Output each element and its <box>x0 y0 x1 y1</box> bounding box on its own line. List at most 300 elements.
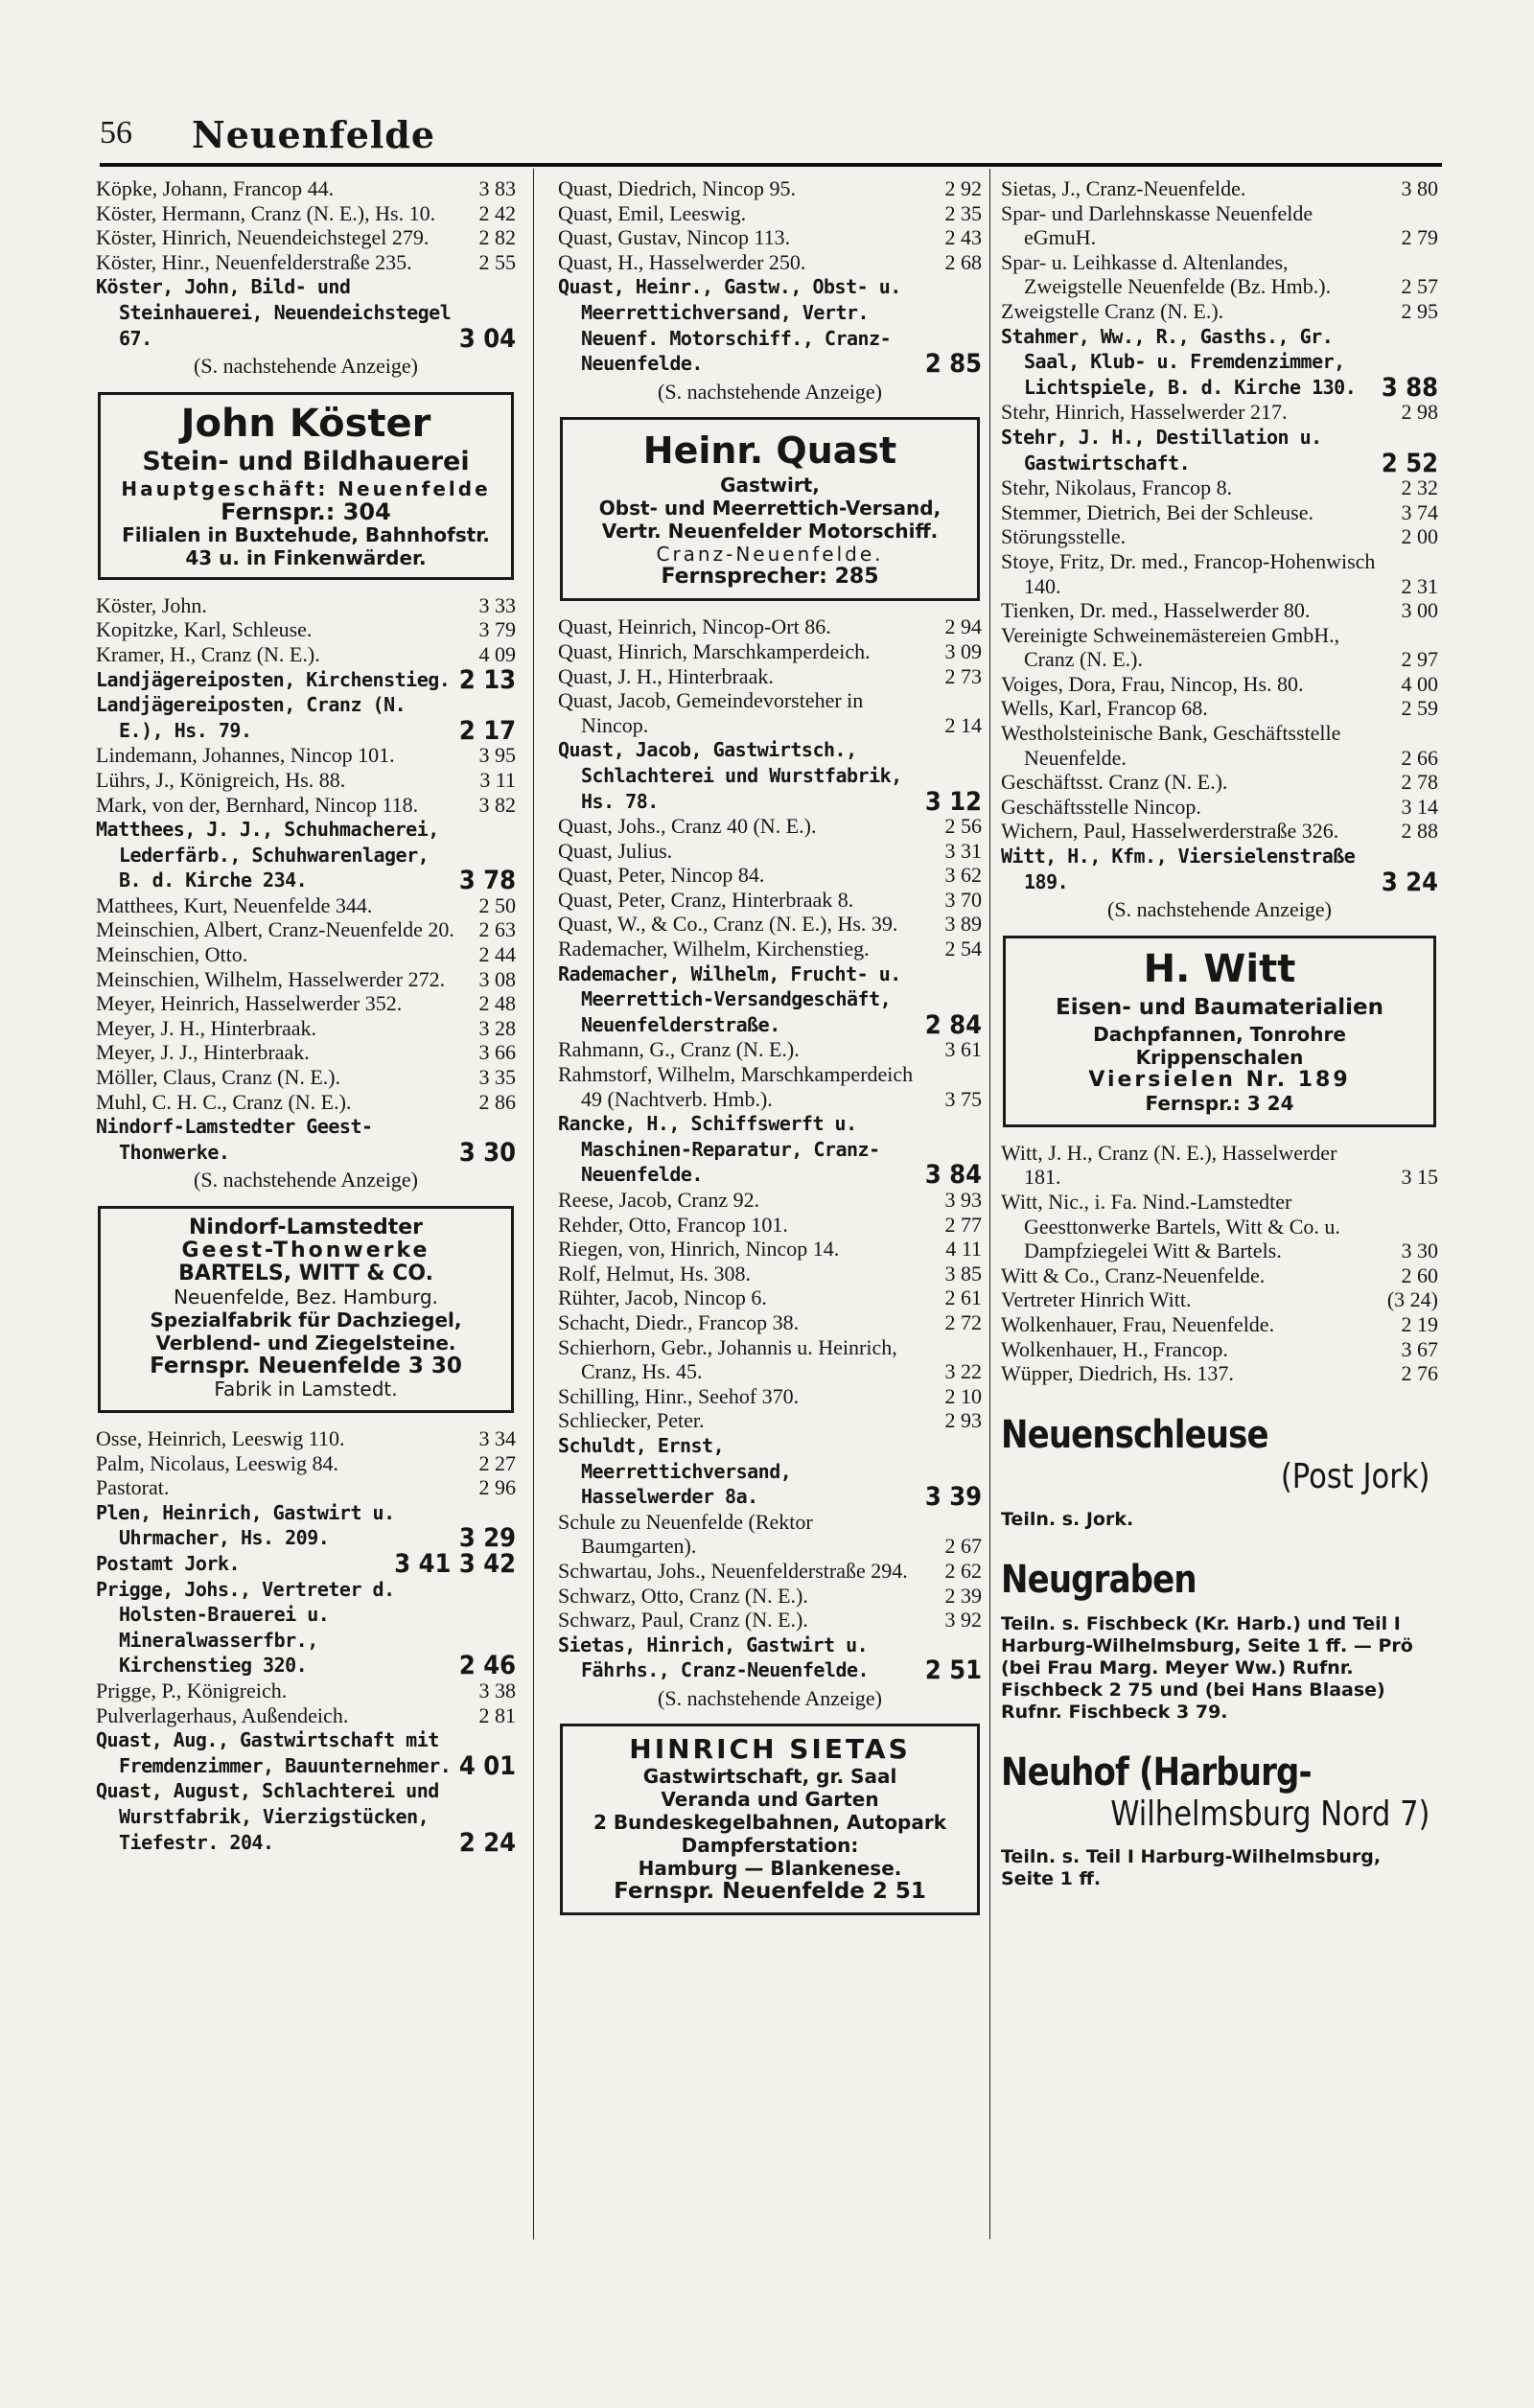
directory-entry <box>96 1090 516 1115</box>
entry-name: Zweigstelle Cranz (N. E.). <box>1001 298 1224 323</box>
entry-name: Pastorat. <box>96 1475 170 1500</box>
directory-entry <box>558 839 982 864</box>
section-heading-neuenschleuse: Neuenschleuse <box>1001 1412 1268 1457</box>
entry-phone-number: 4 01 <box>458 1750 516 1781</box>
entry-phone-number: 2 27 <box>478 1450 516 1475</box>
directory-entry <box>96 942 516 967</box>
advertisement-hinrich-sietas <box>560 1724 980 1915</box>
entry-list <box>96 176 516 354</box>
entry-name: Quast, Emil, Leeswig. <box>558 200 747 225</box>
directory-entry <box>96 1778 516 1858</box>
directory-entry <box>96 1727 516 1781</box>
directory-entry <box>1001 425 1438 478</box>
entry-name: Landjägereiposten, Kirchenstieg. <box>96 667 451 691</box>
entry-name: Nindorf-Lamstedter Geest-Thonwerke. <box>96 1115 373 1164</box>
entry-name: Sietas, J., Cranz-Neuenfelde. <box>1001 176 1246 200</box>
directory-entry <box>1001 1337 1438 1362</box>
directory-entry <box>558 1584 982 1609</box>
page-number: 56 <box>100 115 132 150</box>
directory-entry <box>96 1451 516 1476</box>
ad-reference: (S. nachstehende Anzeige) <box>658 1685 882 1710</box>
entry-phone-number: 3 00 <box>1401 598 1438 623</box>
entry-phone-number: 2 60 <box>1401 1262 1438 1287</box>
entry-phone-number: 3 34 <box>478 1426 516 1450</box>
entry-name: Köster, John. <box>96 592 207 617</box>
entry-phone-number: 2 54 <box>944 937 982 961</box>
column-divider-right <box>989 169 990 2239</box>
ad-line: Geest-Thonwerke <box>181 1239 430 1262</box>
entry-phone-number: 2 42 <box>478 200 516 225</box>
directory-entry <box>1001 250 1438 299</box>
advertisement-nindorf-lamstedter <box>98 1206 514 1413</box>
entry-phone-number: 2 32 <box>1401 475 1438 500</box>
entry-phone-number: 2 19 <box>1401 1311 1438 1336</box>
entry-phone-number: 3 83 <box>478 176 516 200</box>
directory-entry <box>96 1703 516 1728</box>
directory-entry <box>96 593 516 618</box>
entry-phone-number: 2 66 <box>1401 745 1438 770</box>
directory-entry <box>96 1065 516 1090</box>
entry-phone-number: 2 85 <box>924 349 982 380</box>
directory-entry <box>1001 696 1438 721</box>
directory-entry <box>558 201 982 226</box>
entry-phone-number: 2 62 <box>944 1558 982 1583</box>
ad-line: Obst- und Meerrettich-Versand, <box>598 497 941 521</box>
directory-entry <box>558 176 982 201</box>
entry-name: Quast, Diedrich, Nincop 95. <box>558 176 797 200</box>
entry-name: Schliecker, Peter. <box>558 1408 705 1433</box>
entry-phone-number: 2 17 <box>458 715 516 746</box>
ad-line: Gastwirtschaft, gr. Saal <box>642 1765 897 1789</box>
entry-list <box>558 614 982 1686</box>
entry-name: Quast, Hinrich, Marschkamperdeich. <box>558 638 871 663</box>
entry-phone-number: 3 66 <box>478 1040 516 1065</box>
directory-entry <box>1001 400 1438 425</box>
entry-name: Quast, Jacob, Gemeindevorsteher in Nincop. <box>558 688 864 737</box>
directory-entry <box>96 664 516 695</box>
directory-entry <box>96 617 516 642</box>
entry-phone-number: 3 38 <box>478 1678 516 1702</box>
entry-phone-number: 3 12 <box>924 786 982 817</box>
entry-phone-number: 2 92 <box>944 176 982 200</box>
directory-entry <box>558 1433 982 1513</box>
directory-entry <box>558 274 982 380</box>
column-1 <box>96 176 516 1858</box>
directory-entry <box>558 1111 982 1191</box>
advertisement-h-witt <box>1003 936 1436 1127</box>
entry-phone-number: (3 24) <box>1386 1287 1438 1312</box>
directory-entry <box>558 888 982 913</box>
entry-name: Muhl, C. H. C., Cranz (N. E.). <box>96 1089 352 1114</box>
entry-name: Rancke, H., Schiffswerft u. Maschinen-Reparatur, Cranz-Neuenfelde. <box>558 1112 880 1187</box>
entry-name: Schwartau, Johs., Neuenfelderstraße 294. <box>558 1558 908 1583</box>
ad-line: Hamburg — Blankenese. <box>638 1857 902 1881</box>
entry-phone-number: 3 93 <box>944 1188 982 1212</box>
entry-name: Stehr, Nikolaus, Francop 8. <box>1001 475 1233 500</box>
ad-line: Hauptgeschäft: Neuenfelde <box>121 476 491 500</box>
entry-name: Landjägereiposten, Cranz (N. E.), Hs. 79. <box>96 693 407 742</box>
directory-entry <box>1001 1361 1438 1386</box>
entry-phone-number: 2 14 <box>944 712 982 737</box>
directory-entry <box>558 614 982 639</box>
ad-phone: Fernspr.: 304 <box>221 498 391 525</box>
entry-name: Witt & Co., Cranz-Neuenfelde. <box>1001 1262 1266 1287</box>
entry-name: Witt, J. H., Cranz (N. E.), Hasselwerder 181. <box>1001 1140 1337 1190</box>
entry-name: Palm, Nicolaus, Leeswig 84. <box>96 1450 338 1475</box>
header-rule <box>100 163 1442 167</box>
directory-entry <box>558 1335 982 1384</box>
directory-entry <box>558 1237 982 1262</box>
ad-line: Filialen in Buxtehude, Bahnhofstr. 43 u. in Finkenwärder. <box>122 522 490 569</box>
entry-phone-number: 3 74 <box>1401 499 1438 524</box>
entry-phone-number: 3 33 <box>478 592 516 617</box>
entry-phone-number: 2 78 <box>1401 770 1438 795</box>
entry-name: Sietas, Hinrich, Gastwirt u. Fährhs., Cranz-Neuenfelde. <box>558 1632 870 1682</box>
entry-name: Meinschien, Albert, Cranz-Neuenfelde 20. <box>96 917 454 942</box>
entry-phone-number: 3 35 <box>478 1065 516 1090</box>
entry-phone-number: 3 89 <box>944 912 982 937</box>
entry-name: Schilling, Hinr., Seehof 370. <box>558 1383 800 1408</box>
entry-name: Meinschien, Otto. <box>96 942 248 967</box>
entry-phone-number: 4 09 <box>478 641 516 666</box>
entry-name: Rehder, Otto, Francop 101. <box>558 1212 788 1237</box>
entry-phone-number: 2 44 <box>478 942 516 967</box>
ad-phone: Fernspr. Neuenfelde 3 30 <box>150 1354 462 1378</box>
entry-name: Kramer, H., Cranz (N. E.). <box>96 641 320 666</box>
entry-list <box>96 593 516 1166</box>
entry-name: Köster, John, Bild- und Steinhauerei, Neuendeichstegel 67. <box>96 275 452 350</box>
directory-entry <box>1001 1263 1438 1288</box>
entry-name: Quast, Peter, Cranz, Hinterbraak 8. <box>558 887 854 912</box>
entry-name: Vereinigte Schweinemästereien GmbH., Cranz (N. E.). <box>1001 622 1340 672</box>
entry-phone-number: 2 97 <box>1401 647 1438 672</box>
directory-entry <box>558 250 982 275</box>
entry-name: Schwarz, Otto, Cranz (N. E.). <box>558 1583 808 1608</box>
directory-entry <box>1001 475 1438 500</box>
directory-entry <box>558 912 982 937</box>
section-heading-neuhof: Neuhof (Harburg- <box>1001 1749 1312 1794</box>
entry-phone-number: 2 81 <box>478 1702 516 1727</box>
entry-phone-number: 3 67 <box>1401 1336 1438 1361</box>
directory-entry <box>96 1114 516 1168</box>
entry-list <box>1001 1141 1438 1386</box>
entry-name: Stehr, Hinrich, Hasselwerder 217. <box>1001 400 1288 425</box>
directory-entry <box>96 1548 516 1579</box>
entry-phone-number: 2 57 <box>1401 274 1438 299</box>
ad-line: Dachpfannen, Tonrohre <box>1093 1022 1346 1046</box>
ad-line: Gastwirt, <box>720 474 820 498</box>
entry-name: Mark, von der, Bernhard, Nincop 118. <box>96 792 419 817</box>
entry-phone-number: 3 84 <box>924 1160 982 1191</box>
entry-name: Wolkenhauer, Frau, Neuenfelde. <box>1001 1311 1275 1336</box>
directory-entry <box>558 1408 982 1433</box>
entry-phone-number: 2 13 <box>458 664 516 695</box>
entry-phone-number: 2 50 <box>478 892 516 917</box>
entry-phone-number: 2 51 <box>924 1656 982 1686</box>
entry-phone-number: 2 68 <box>944 249 982 274</box>
entry-name: Köpke, Johann, Francop 44. <box>96 176 335 200</box>
entry-phone-number: 3 62 <box>944 863 982 888</box>
directory-entry <box>96 201 516 226</box>
directory-entry <box>96 225 516 250</box>
ad-line: Veranda und Garten <box>661 1788 879 1812</box>
ad-line: Spezialfabrik für Dachziegel, Verblend- und Ziegelsteine. <box>150 1308 462 1354</box>
directory-entry <box>96 768 516 793</box>
entry-name: Schierhorn, Gebr., Johannis u. Heinrich, Cranz, Hs. 45. <box>558 1334 897 1384</box>
entry-name: Geschäftsstelle Nincop. <box>1001 794 1201 819</box>
directory-entry <box>558 1188 982 1213</box>
ad-line: Nindorf-Lamstedter <box>189 1216 423 1239</box>
entry-name: Meyer, Heinrich, Hasselwerder 352. <box>96 991 403 1016</box>
entry-name: Spar- u. Leihkasse d. Altenlandes, Zweigstelle Neuenfelde (Bz. Hmb.). <box>1001 249 1332 299</box>
directory-entry <box>558 1559 982 1584</box>
section-text: Teiln. s. Fischbeck (Kr. Harb.) und Teil I Harburg-Wilhelmsburg, Seite 1 ff. — Prö (bei Frau Marg. Meyer Ww.) Rufnr. Fischbeck 2 75 und (bei Hans Blaase) Rufnr. Fischbeck 3 79. <box>1001 1612 1413 1723</box>
entry-name: Rahmann, G., Cranz (N. E.). <box>558 1037 800 1062</box>
entry-phone-number: 3 31 <box>944 838 982 863</box>
directory-entry <box>558 1384 982 1409</box>
entry-phone-number: 3 14 <box>1401 794 1438 819</box>
directory-entry <box>96 642 516 667</box>
entry-name: Quast, Peter, Nincop 84. <box>558 863 765 888</box>
directory-entry <box>558 1510 982 1559</box>
entry-name: Geschäftsst. Cranz (N. E.). <box>1001 770 1228 795</box>
entry-phone-number: 2 77 <box>944 1212 982 1237</box>
entry-name: Quast, Heinrich, Nincop-Ort 86. <box>558 614 831 639</box>
directory-entry <box>1001 795 1438 820</box>
directory-entry <box>1001 1190 1438 1263</box>
entry-name: Störungsstelle. <box>1001 524 1127 549</box>
entry-phone-number: 2 98 <box>1401 400 1438 425</box>
entry-name: Riegen, von, Hinrich, Nincop 14. <box>558 1237 840 1262</box>
entry-phone-number: 3 95 <box>478 743 516 768</box>
entry-name: Stahmer, Ww., R., Gasths., Gr. Saal, Klub- u. Fremdenzimmer, Lichtspiele, B. d. Kirche 130. <box>1001 324 1357 399</box>
ad-reference: (S. nachstehende Anzeige) <box>1107 897 1332 922</box>
entry-phone-number: 2 10 <box>944 1383 982 1408</box>
directory-entry <box>96 1679 516 1703</box>
directory-entry <box>558 1608 982 1632</box>
entry-phone-number: 3 11 <box>479 767 516 792</box>
entry-phone-number: 3 41 3 42 <box>394 1548 516 1579</box>
entry-phone-number: 3 15 <box>1401 1165 1438 1190</box>
entry-name: Meinschien, Wilhelm, Hasselwerder 272. <box>96 966 446 991</box>
entry-name: Tienken, Dr. med., Hasselwerder 80. <box>1001 598 1311 623</box>
entry-name: Schacht, Diedr., Francop 38. <box>558 1309 800 1334</box>
directory-entry <box>1001 524 1438 549</box>
ad-line: Krippenschalen <box>1135 1045 1304 1069</box>
directory-entry <box>96 1577 516 1679</box>
entry-phone-number: 2 59 <box>1401 696 1438 721</box>
ad-line: Cranz-Neuenfelde. <box>656 543 884 567</box>
entry-phone-number: 2 61 <box>944 1285 982 1310</box>
column-2 <box>558 176 982 1929</box>
section-text: Teiln. s. Jork. <box>1001 1508 1134 1530</box>
entry-list <box>558 176 982 380</box>
entry-phone-number: 2 86 <box>478 1089 516 1114</box>
entry-phone-number: 3 30 <box>1401 1239 1438 1263</box>
directory-entry <box>558 1632 982 1686</box>
directory-entry <box>96 1040 516 1065</box>
entry-phone-number: 2 96 <box>478 1475 516 1500</box>
directory-entry <box>96 893 516 918</box>
entry-list <box>1001 176 1438 897</box>
ad-reference: (S. nachstehende Anzeige) <box>194 354 418 379</box>
entry-name: Plen, Heinrich, Gastwirt u. Uhrmacher, Hs. 209. <box>96 1500 395 1550</box>
entry-name: Kopitzke, Karl, Schleuse. <box>96 617 313 642</box>
ad-phone: Fernspr.: 3 24 <box>1145 1091 1294 1115</box>
entry-name: Prigge, P., Königreich. <box>96 1678 288 1702</box>
entry-name: Rahmstorf, Wilhelm, Marschkamperdeich 49 (Nachtverb. Hmb.). <box>558 1062 914 1111</box>
page-title: Neuenfelde <box>192 113 436 156</box>
entry-name: Quast, August, Schlachterei und Wurstfabrik, Vierzigstücken, Tiefestr. 204. <box>96 1779 439 1854</box>
entry-name: Stoye, Fritz, Dr. med., Francop-Hohenwisch 140. <box>1001 548 1376 598</box>
entry-name: Witt, Nic., i. Fa. Nind.-Lamstedter Geesttonwerke Bartels, Witt & Co. u. Dampfziegelei Witt & Bartels. <box>1001 1190 1340 1263</box>
ad-subheadline: Stein- und Bildhauerei <box>142 446 470 476</box>
entry-phone-number: 2 93 <box>944 1408 982 1433</box>
entry-phone-number: 2 00 <box>1401 524 1438 549</box>
section-heading-neugraben: Neugraben <box>1001 1557 1197 1602</box>
entry-name: Quast, Johs., Cranz 40 (N. E.). <box>558 814 817 839</box>
entry-name: Wichern, Paul, Hasselwerderstraße 326. <box>1001 819 1339 844</box>
ad-phone: Fernsprecher: 285 <box>661 565 879 590</box>
directory-entry <box>1001 1141 1438 1190</box>
entry-phone-number: 2 79 <box>1401 225 1438 250</box>
directory-entry <box>96 1016 516 1041</box>
entry-name: Schuldt, Ernst, Meerrettichversand, Hasselwerder 8a. <box>558 1433 792 1509</box>
column-3 <box>1001 176 1438 1890</box>
ad-line: Vertr. Neuenfelder Motorschiff. <box>601 520 939 544</box>
ad-phone: Fernspr. Neuenfelde 2 51 <box>614 1879 926 1905</box>
entry-name: Voiges, Dora, Frau, Nincop, Hs. 80. <box>1001 671 1304 696</box>
entry-name: Lührs, J., Königreich, Hs. 88. <box>96 767 346 792</box>
directory-entry <box>96 967 516 992</box>
directory-entry <box>1001 500 1438 525</box>
directory-entry <box>558 225 982 250</box>
entry-phone-number: 2 31 <box>1401 573 1438 598</box>
ad-headline: HINRICH SIETAS <box>629 1733 911 1766</box>
directory-entry <box>96 692 516 746</box>
entry-phone-number: 2 95 <box>1401 298 1438 323</box>
entry-phone-number: 3 92 <box>944 1608 982 1632</box>
directory-entry <box>1001 299 1438 324</box>
directory-entry <box>96 274 516 354</box>
entry-phone-number: 2 84 <box>924 1009 982 1040</box>
entry-phone-number: 2 52 <box>1381 448 1438 478</box>
directory-entry <box>1001 549 1438 598</box>
section-subheading: Wilhelmsburg Nord 7) <box>1110 1794 1430 1834</box>
entry-phone-number: 2 94 <box>944 614 982 639</box>
ad-reference: (S. nachstehende Anzeige) <box>658 379 882 404</box>
entry-phone-number: 2 43 <box>944 225 982 250</box>
directory-entry <box>1001 721 1438 770</box>
entry-phone-number: 2 56 <box>944 814 982 839</box>
directory-entry <box>1001 672 1438 697</box>
entry-phone-number: 3 29 <box>458 1523 516 1554</box>
entry-name: Köster, Hinrich, Neuendeichstegel 279. <box>96 225 430 250</box>
entry-phone-number: 4 11 <box>945 1237 982 1262</box>
entry-name: Rademacher, Wilhelm, Frucht- u. Meerrettich-Versandgeschäft, Neuenfelderstraße. <box>558 961 901 1036</box>
entry-name: Schwarz, Paul, Cranz (N. E.). <box>558 1608 808 1632</box>
entry-name: Quast, Julius. <box>558 838 673 863</box>
directory-entry <box>1001 770 1438 795</box>
entry-name: Matthees, Kurt, Neuenfelde 344. <box>96 892 373 917</box>
entry-phone-number: 3 75 <box>944 1086 982 1111</box>
entry-name: Witt, H., Kfm., Viersielenstraße 189. <box>1001 845 1356 893</box>
entry-name: Köster, Hinr., Neuenfelderstraße 235. <box>96 249 412 274</box>
section-text: Teiln. s. Teil I Harburg-Wilhelmsburg, Seite 1 ff. <box>1001 1845 1382 1889</box>
directory-entry <box>558 737 982 817</box>
entry-phone-number: 3 28 <box>478 1015 516 1040</box>
ad-line: BARTELS, WITT & CO. <box>178 1262 433 1285</box>
directory-entry <box>1001 324 1438 401</box>
directory-entry <box>558 1062 982 1111</box>
entry-phone-number: 3 39 <box>924 1482 982 1513</box>
entry-name: Rühter, Jacob, Nincop 6. <box>558 1285 767 1310</box>
entry-list <box>96 1426 516 1858</box>
directory-entry <box>1001 598 1438 623</box>
directory-entry <box>1001 844 1438 897</box>
entry-phone-number: 3 24 <box>1381 867 1438 897</box>
entry-name: Lindemann, Johannes, Nincop 101. <box>96 743 395 768</box>
entry-name: Pulverlagerhaus, Außendeich. <box>96 1702 349 1727</box>
directory-entry <box>558 664 982 689</box>
advertisement-john-koester <box>98 392 514 580</box>
directory-entry <box>96 817 516 896</box>
entry-phone-number: 2 73 <box>944 663 982 688</box>
directory-entry <box>96 1426 516 1451</box>
entry-phone-number: 2 76 <box>1401 1361 1438 1386</box>
directory-entry <box>558 814 982 839</box>
entry-name: Spar- und Darlehnskasse Neuenfelde eGmuH. <box>1001 200 1313 250</box>
entry-phone-number: 2 46 <box>458 1651 516 1681</box>
ad-headline: John Köster <box>180 401 431 446</box>
entry-phone-number: 3 09 <box>944 638 982 663</box>
entry-phone-number: 2 82 <box>478 225 516 250</box>
directory-entry <box>558 1262 982 1286</box>
ad-line: 2 Bundeskegelbahnen, Autopark <box>593 1811 947 1835</box>
entry-phone-number: 2 48 <box>478 991 516 1016</box>
directory-entry <box>96 1500 516 1554</box>
entry-phone-number: 2 24 <box>458 1827 516 1858</box>
entry-name: Köster, Hermann, Cranz (N. E.), Hs. 10. <box>96 200 436 225</box>
directory-entry <box>1001 176 1438 201</box>
directory-entry <box>96 176 516 201</box>
ad-line: Viersielen Nr. 189 <box>1088 1067 1351 1092</box>
entry-name: Wolkenhauer, H., Francop. <box>1001 1336 1228 1361</box>
section-subheading: (Post Jork) <box>1280 1456 1430 1496</box>
ad-line: Dampferstation: <box>681 1834 859 1858</box>
entry-phone-number: 3 80 <box>1401 176 1438 200</box>
directory-entry <box>1001 201 1438 250</box>
directory-entry <box>558 639 982 664</box>
entry-name: Quast, Aug., Gastwirtschaft mit Fremdenzimmer, Bauunternehmer. <box>96 1728 452 1777</box>
entry-name: Quast, Gustav, Nincop 113. <box>558 225 791 250</box>
entry-name: Vertreter Hinrich Witt. <box>1001 1287 1192 1312</box>
entry-name: Reese, Jacob, Cranz 92. <box>558 1188 760 1212</box>
entry-name: Rolf, Helmut, Hs. 308. <box>558 1261 752 1285</box>
entry-phone-number: 3 22 <box>944 1359 982 1384</box>
ad-headline: H. Witt <box>1143 946 1296 991</box>
entry-name: Wüpper, Diedrich, Hs. 137. <box>1001 1361 1234 1386</box>
entry-name: Schule zu Neuenfelde (Rektor Baumgarten). <box>558 1509 813 1559</box>
entry-phone-number: 2 67 <box>944 1534 982 1559</box>
page-header <box>100 113 1442 161</box>
directory-entry <box>96 250 516 275</box>
entry-name: Rademacher, Wilhelm, Kirchenstieg. <box>558 937 870 961</box>
directory-entry <box>558 688 982 737</box>
entry-name: Wells, Karl, Francop 68. <box>1001 696 1208 721</box>
entry-phone-number: 3 78 <box>458 866 516 896</box>
directory-entry <box>1001 1312 1438 1337</box>
